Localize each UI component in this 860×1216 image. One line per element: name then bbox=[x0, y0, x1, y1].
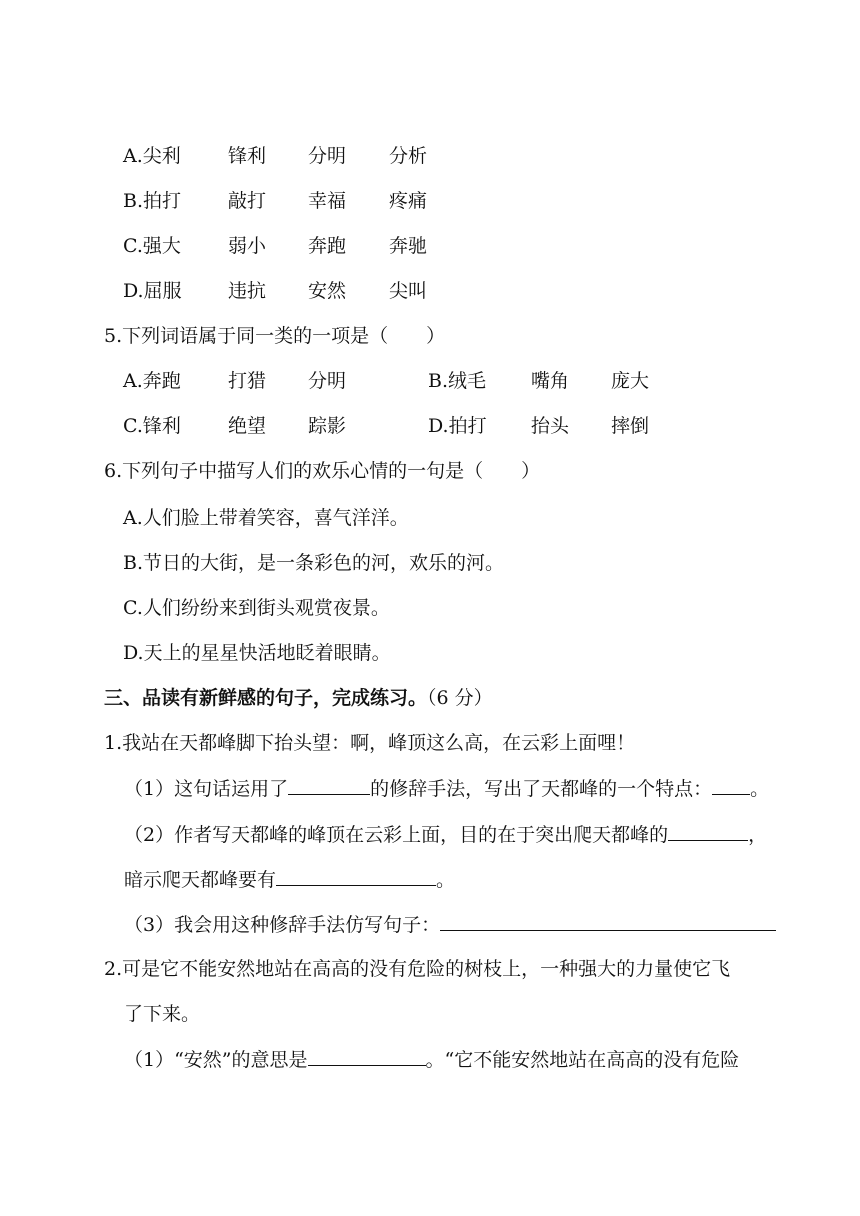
option-word: 敲打 bbox=[228, 190, 267, 212]
prompt-text: 。“它不能安然地站在高高的没有危险 bbox=[425, 1049, 740, 1071]
option-word: D.拍打 bbox=[428, 415, 487, 437]
option-word: A.尖利 bbox=[123, 145, 181, 167]
option-word: C.强大 bbox=[123, 235, 181, 257]
option-word: A.奔跑 bbox=[123, 370, 181, 392]
prompt-text: 。 bbox=[750, 778, 770, 800]
s3-q1-part2-cont bbox=[124, 867, 455, 892]
prompt-text: 暗示爬天都峰要有 bbox=[124, 869, 277, 891]
section-title: 三、品读有新鲜感的句子，完成练习。 bbox=[104, 687, 428, 709]
q6-option-a: A.人们脸上带着笑容，喜气洋洋。 bbox=[123, 507, 409, 529]
option-word: 绝望 bbox=[228, 415, 267, 437]
q6-option-c: C.人们纷纷来到街头观赏夜景。 bbox=[123, 597, 390, 619]
option-word: 分明 bbox=[308, 370, 347, 392]
answer-blank[interactable] bbox=[712, 776, 750, 795]
q5-stem: 5.下列词语属于同一类的一项是（ ） bbox=[104, 325, 446, 347]
option-word: C.锋利 bbox=[123, 415, 181, 437]
q6-option-d: D.天上的星星快活地眨着眼睛。 bbox=[123, 642, 391, 664]
s3-q1-part3 bbox=[124, 912, 776, 937]
answer-blank[interactable] bbox=[276, 867, 436, 886]
answer-blank[interactable] bbox=[668, 822, 748, 841]
s3-q1-part2 bbox=[124, 822, 767, 847]
option-word: 摔倒 bbox=[611, 415, 650, 437]
option-word: 奔驰 bbox=[389, 235, 428, 257]
prompt-text: （1）这句话运用了 bbox=[124, 778, 289, 800]
prompt-text: （1）“安然”的意思是 bbox=[124, 1049, 308, 1071]
s3-q1-part1 bbox=[124, 776, 769, 801]
option-word: 疼痛 bbox=[389, 190, 428, 212]
q6-option-b: B.节日的大街，是一条彩色的河，欢乐的河。 bbox=[123, 552, 505, 574]
s3-q2-part1 bbox=[124, 1047, 739, 1072]
prompt-text: 。 bbox=[436, 869, 456, 891]
prompt-text: （3）我会用这种修辞手法仿写句子： bbox=[124, 914, 441, 936]
option-word: B.绒毛 bbox=[428, 370, 487, 392]
prompt-text: （2）作者写天都峰的峰顶在云彩上面，目的在于突出爬天都峰的 bbox=[124, 824, 669, 846]
option-word: 违抗 bbox=[228, 280, 267, 302]
s3-q2-stem-cont: 了下来。 bbox=[124, 1003, 201, 1025]
prompt-text: 的修辞手法，写出了天都峰的一个特点： bbox=[370, 778, 713, 800]
option-word: 安然 bbox=[308, 280, 347, 302]
option-word: B.拍打 bbox=[123, 190, 182, 212]
answer-blank[interactable] bbox=[440, 912, 776, 931]
section-heading bbox=[104, 686, 493, 710]
option-word: 尖叫 bbox=[389, 280, 428, 302]
option-word: 锋利 bbox=[228, 145, 267, 167]
option-word: D.屈服 bbox=[123, 280, 182, 302]
prompt-text: ， bbox=[748, 824, 768, 846]
option-word: 奔跑 bbox=[308, 235, 347, 257]
q6-stem: 6.下列句子中描写人们的欢乐心情的一句是（ ） bbox=[104, 460, 541, 482]
option-word: 嘴角 bbox=[531, 370, 570, 392]
option-word: 庞大 bbox=[611, 370, 650, 392]
answer-blank[interactable] bbox=[308, 1047, 426, 1066]
option-word: 抬头 bbox=[531, 415, 570, 437]
s3-q2-stem: 2.可是它不能安然地站在高高的没有危险的树枝上，一种强大的力量使它飞 bbox=[104, 958, 731, 980]
s3-q1-stem: 1.我站在天都峰脚下抬头望：啊，峰顶这么高，在云彩上面哩！ bbox=[104, 732, 636, 754]
section-score: （6 分） bbox=[427, 687, 493, 709]
option-word: 打猎 bbox=[228, 370, 267, 392]
option-word: 幸福 bbox=[308, 190, 347, 212]
answer-blank[interactable] bbox=[288, 776, 370, 795]
option-word: 弱小 bbox=[228, 235, 267, 257]
option-word: 分明 bbox=[308, 145, 347, 167]
option-word: 踪影 bbox=[308, 415, 347, 437]
option-word: 分析 bbox=[389, 145, 428, 167]
